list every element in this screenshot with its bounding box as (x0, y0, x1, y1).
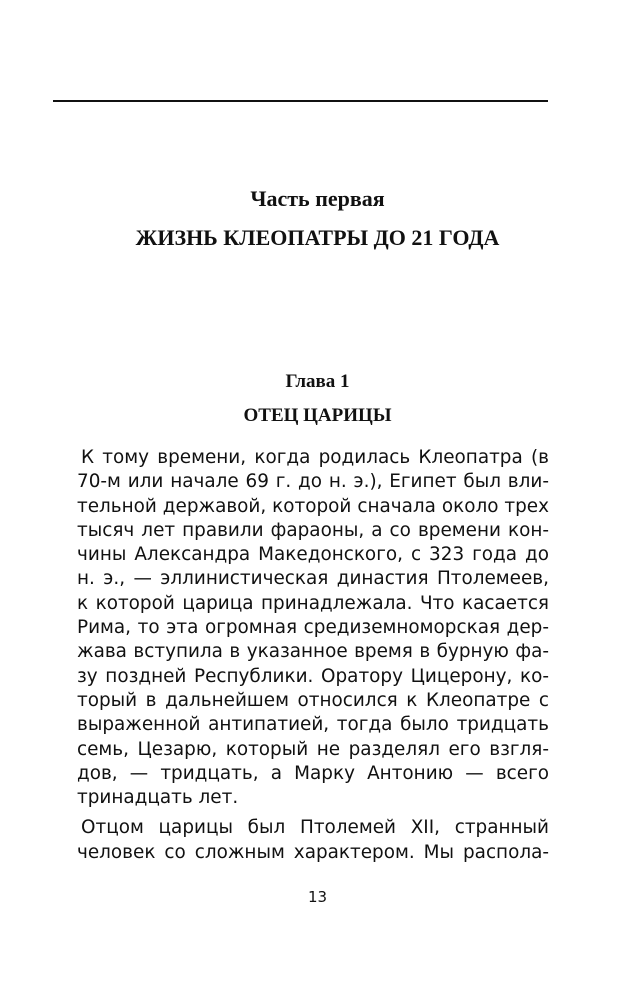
header-rule (53, 100, 548, 102)
text-line: тринадцать лет. (77, 787, 239, 809)
text-line: Рима, то эта огромная средиземноморская дер- (77, 617, 549, 639)
text-line: тельной державой, которой сначала около трех (77, 495, 549, 517)
text-line: зу поздней Республики. Оратору Цицерону, ко- (77, 665, 549, 687)
text-line: Отцом царицы был Птолемей XII, странный (81, 817, 549, 839)
text-line: семь, Цезарю, который не разделял его взгля- (77, 738, 549, 760)
text-line: 70-м или начале 69 г. до н. э.), Египет был вли- (77, 471, 549, 493)
text-line: жава вступила в указанное время в бурную фа- (77, 641, 549, 663)
text-line: к которой царица принадлежала. Что касается (77, 592, 549, 614)
text-line: тысяч лет правили фараоны, а со времени кон- (77, 519, 549, 541)
paragraph-2 (77, 816, 549, 865)
part-title: ЖИЗНЬ КЛЕОПАТРЫ ДО 21 ГОДА (135, 225, 500, 250)
text-line: торый в дальнейшем относился к Клеопатре с (77, 689, 549, 711)
part-heading (0, 183, 635, 254)
chapter-label: Глава 1 (285, 371, 350, 392)
chapter-heading (0, 368, 635, 430)
text-line: дов, — тридцать, а Марку Антонию — всего (77, 762, 549, 784)
text-line: К тому времени, когда родилась Клеопатра (в (81, 447, 549, 468)
chapter-title: ОТЕЦ ЦАРИЦЫ (243, 405, 392, 426)
text-line: человек со сложным характером. Мы распола- (77, 841, 549, 863)
page-number: 13 (307, 888, 328, 906)
part-label: Часть первая (250, 186, 385, 211)
body-text (77, 446, 549, 865)
text-line: выраженной антипатией, тогда было тридцать (77, 714, 549, 736)
text-line: н. э., — эллинистическая династия Птолемеев, (77, 568, 549, 590)
text-line: чины Александра Македонского, с 323 года до (77, 544, 549, 566)
paragraph-1 (77, 446, 549, 810)
